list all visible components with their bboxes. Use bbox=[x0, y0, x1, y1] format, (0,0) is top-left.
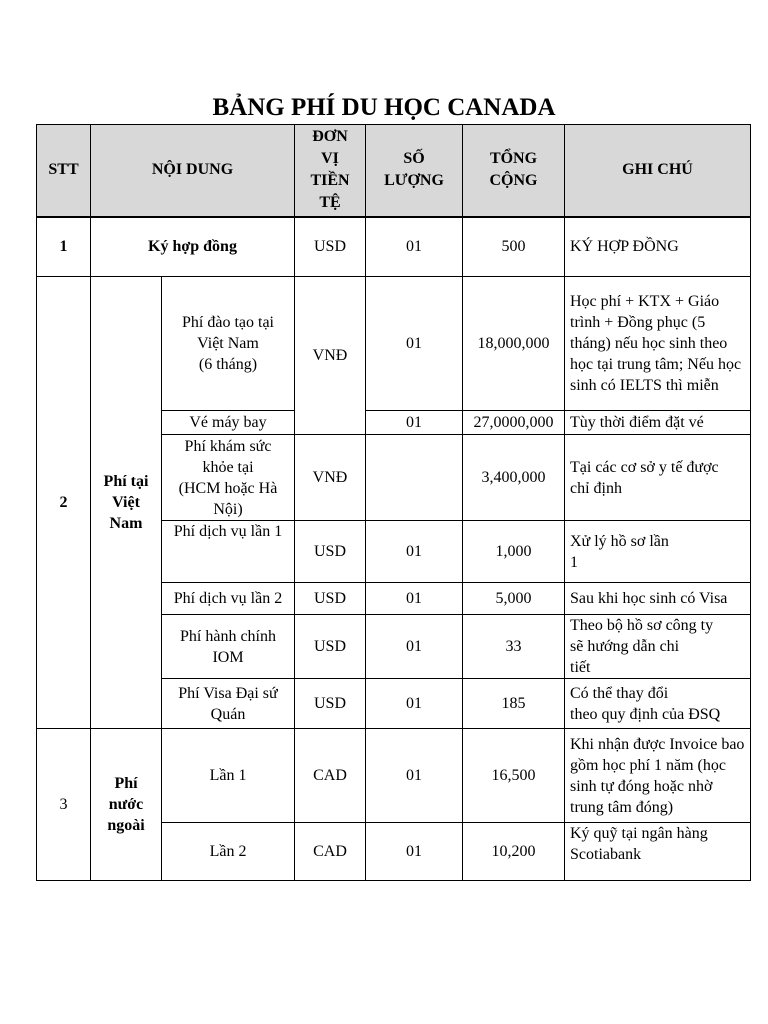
header-unit: ĐƠN VỊ TIỀN TỆ bbox=[295, 125, 366, 217]
item-qty: 01 bbox=[366, 679, 463, 729]
item-qty: 01 bbox=[366, 411, 463, 435]
item-name: Vé máy bay bbox=[162, 411, 295, 435]
group-stt: 3 bbox=[37, 729, 91, 881]
header-stt: STT bbox=[37, 125, 91, 217]
table-row bbox=[37, 217, 751, 277]
table-row bbox=[37, 729, 751, 823]
item-total: 18,000,000 bbox=[463, 277, 565, 411]
item-qty: 01 bbox=[366, 277, 463, 411]
item-note: Có thể thay đổi theo quy định của ĐSQ bbox=[565, 679, 751, 729]
item-note: Tùy thời điểm đặt vé bbox=[565, 411, 751, 435]
item-total: 33 bbox=[463, 615, 565, 679]
header-total: TỔNG CỘNG bbox=[463, 125, 565, 217]
row-content: Ký hợp đồng bbox=[91, 217, 295, 277]
row-note: KÝ HỢP ĐỒNG bbox=[565, 217, 751, 277]
header-row bbox=[37, 125, 751, 217]
item-unit: USD bbox=[295, 521, 366, 583]
item-unit: CAD bbox=[295, 729, 366, 823]
item-name: Phí đào tạo tại Việt Nam (6 tháng) bbox=[162, 277, 295, 411]
header-content: NỘI DUNG bbox=[91, 125, 295, 217]
item-qty: 01 bbox=[366, 729, 463, 823]
item-qty: 01 bbox=[366, 521, 463, 583]
item-name: Lần 2 bbox=[162, 823, 295, 881]
item-note: Ký quỹ tại ngân hàng Scotiabank bbox=[565, 823, 751, 881]
header-note: GHI CHÚ bbox=[565, 125, 751, 217]
row-unit: USD bbox=[295, 217, 366, 277]
item-unit: USD bbox=[295, 679, 366, 729]
header-qty: SỐ LƯỢNG bbox=[366, 125, 463, 217]
item-name: Phí hành chính IOM bbox=[162, 615, 295, 679]
item-name: Phí Visa Đại sứ Quán bbox=[162, 679, 295, 729]
item-total: 3,400,000 bbox=[463, 435, 565, 521]
row-total: 500 bbox=[463, 217, 565, 277]
item-unit: VNĐ bbox=[295, 435, 366, 521]
item-unit: CAD bbox=[295, 823, 366, 881]
item-name: Phí dịch vụ lần 1 bbox=[162, 521, 295, 583]
group-stt: 2 bbox=[37, 277, 91, 729]
row-qty: 01 bbox=[366, 217, 463, 277]
item-qty: 01 bbox=[366, 615, 463, 679]
group-label: Phí tại Việt Nam bbox=[91, 277, 162, 729]
item-name: Phí dịch vụ lần 2 bbox=[162, 583, 295, 615]
item-note: Sau khi học sinh có Visa bbox=[565, 583, 751, 615]
item-total: 10,200 bbox=[463, 823, 565, 881]
item-unit: VNĐ bbox=[295, 277, 366, 435]
page-title: BẢNG PHÍ DU HỌC CANADA bbox=[212, 94, 556, 121]
item-note: Tại các cơ sở y tế được chỉ định bbox=[565, 435, 751, 521]
item-total: 27,0000,000 bbox=[463, 411, 565, 435]
item-qty bbox=[366, 435, 463, 521]
item-qty: 01 bbox=[366, 583, 463, 615]
item-total: 1,000 bbox=[463, 521, 565, 583]
item-note: Học phí + KTX + Giáo trình + Đồng phục (5 tháng) nếu học sinh theo học tại trung tâm; Nếu học sinh có IELTS thì miễn bbox=[565, 277, 751, 411]
fee-table bbox=[36, 124, 751, 881]
item-total: 5,000 bbox=[463, 583, 565, 615]
item-note: Xử lý hồ sơ lần 1 bbox=[565, 521, 751, 583]
item-unit: USD bbox=[295, 583, 366, 615]
item-qty: 01 bbox=[366, 823, 463, 881]
item-name: Phí khám sức khỏe tại (HCM hoặc Hà Nội) bbox=[162, 435, 295, 521]
item-total: 16,500 bbox=[463, 729, 565, 823]
item-unit: USD bbox=[295, 615, 366, 679]
item-note: Theo bộ hồ sơ công ty sẽ hướng dẫn chi tiết bbox=[565, 615, 751, 679]
row-stt: 1 bbox=[37, 217, 91, 277]
item-note: Khi nhận được Invoice bao gồm học phí 1 năm (học sinh tự đóng hoặc nhờ trung tâm đóng) bbox=[565, 729, 751, 823]
table-row bbox=[37, 277, 751, 411]
group-label: Phí nước ngoài bbox=[91, 729, 162, 881]
item-total: 185 bbox=[463, 679, 565, 729]
item-name: Lần 1 bbox=[162, 729, 295, 823]
